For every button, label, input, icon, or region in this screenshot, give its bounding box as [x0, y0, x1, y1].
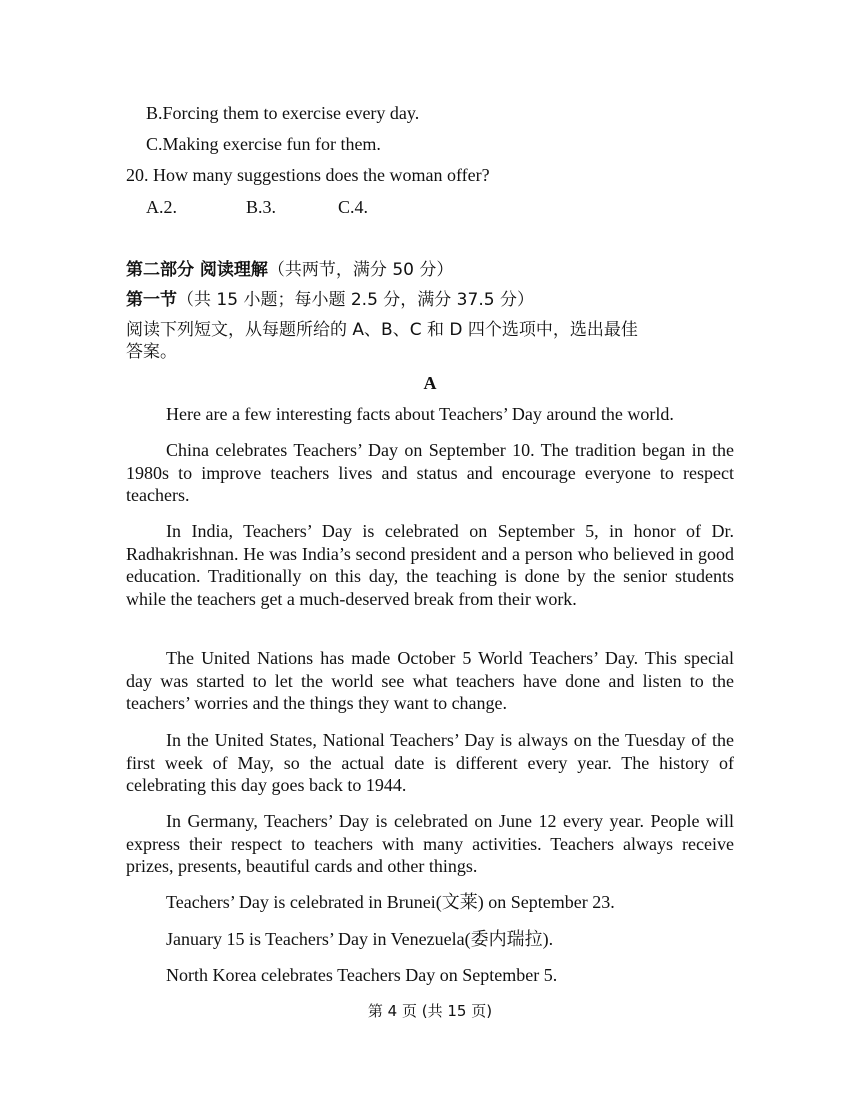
q19-option-b: B.Forcing them to exercise every day. [146, 103, 420, 123]
paragraph-north-korea: North Korea celebrates Teachers Day on September 5. [166, 965, 558, 985]
paragraph-china: China celebrates Teachers’ Day on September 10. The tradition began in the 1980s to improve teachers lives and status and encourage everyone to respect teachers. [126, 440, 734, 506]
q19-option-c: C.Making exercise fun for them. [146, 134, 381, 154]
paragraph-germany: In Germany, Teachers’ Day is celebrated on June 12 every year. People will express their respect to teachers with many activities. Teachers always receive prizes, presents, beautiful cards and other things. [126, 811, 734, 877]
passage-label: A [423, 373, 437, 393]
q20-option-c: C.4. [338, 197, 369, 217]
paragraph-brunei: Teachers’ Day is celebrated in Brunei(文莱) on September 23. [166, 892, 615, 912]
paragraph-united-states: In the United States, National Teachers’ Day is always on the Tuesday of the first week of May, so the actual date is different every year. The history of celebrating this day goes back to 1944. [126, 730, 734, 796]
sub-title: 第一节 [126, 290, 177, 310]
part-two-heading [126, 259, 453, 282]
q20-options [146, 196, 368, 219]
part-title: 第二部分 阅读理解 [126, 260, 268, 280]
paragraph-united-nations: The United Nations has made October 5 World Teachers’ Day. This special day was started to let the world see what teachers have done and listen to the teachers’ worries and the things they want to change. [126, 648, 734, 714]
q20-option-a: A.2. [146, 197, 177, 217]
q20-question: 20. How many suggestions does the woman offer? [126, 165, 490, 185]
instruction-line-2: 答案。 [126, 342, 177, 362]
page-footer: 第 4 页 (共 15 页) [367, 1002, 493, 1020]
instruction-line-1: 阅读下列短文，从每题所给的 A、B、C 和 D 四个选项中，选出最佳 [126, 320, 638, 340]
paragraph-venezuela: January 15 is Teachers’ Day in Venezuela(委内瑞拉). [166, 929, 554, 949]
q20-option-b: B.3. [246, 197, 277, 217]
paragraph-intro: Here are a few interesting facts about Teachers’ Day around the world. [166, 404, 674, 424]
section-one-heading [126, 289, 534, 312]
part-note: （共两节，满分 50 分） [267, 260, 454, 280]
paragraph-india: In India, Teachers’ Day is celebrated on September 5, in honor of Dr. Radhakrishnan. He was India’s second president and a person who believed in good education. Traditionally on this day, the teaching is done by the senior students while the teachers get a much-deserved break from their work. [126, 521, 734, 609]
sub-note: （共 15 小题；每小题 2.5 分，满分 37.5 分） [177, 290, 534, 310]
